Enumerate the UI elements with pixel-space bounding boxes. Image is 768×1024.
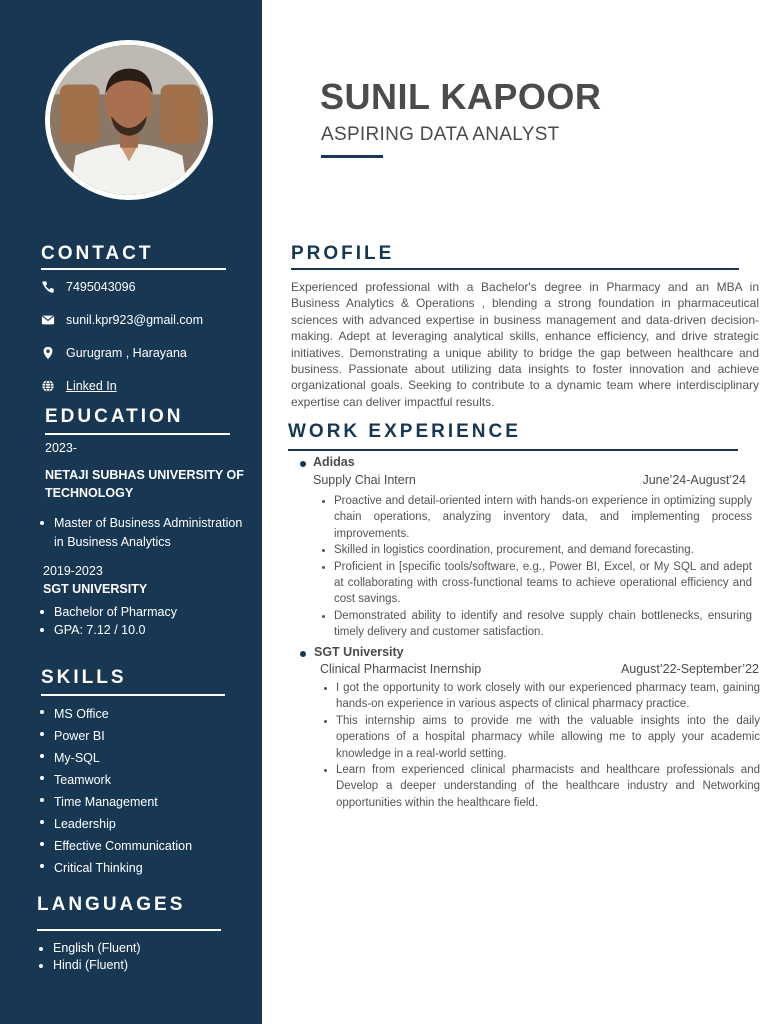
education-details [40,514,255,552]
list-item: Effective Communication [40,835,255,857]
title-divider [321,155,383,158]
list-item: Demonstrated ability to identify and resolve supply chain bottlenecks, ensuring timely delivery and customer satisfaction. [334,608,752,641]
skills-heading: SKILLS [41,667,127,688]
list-item: Master of Business Administration in Business Analytics [40,514,255,552]
profile-divider [291,268,739,270]
contact-divider [41,268,226,270]
job-bullets [336,680,760,811]
job-company: SGT University [314,645,404,659]
avatar [45,40,213,200]
education-details [40,603,255,639]
experience-heading: WORK EXPERIENCE [288,421,521,442]
experience-divider [288,449,738,451]
contact-location [40,345,187,361]
job-title: ASPIRING DATA ANALYST [321,124,560,145]
list-item: I got the opportunity to work closely with our experienced pharmacy team, gaining hands-on experience in various aspects of clinical pharmacy practice. [336,680,760,713]
list-item: Hindi (Fluent) [39,957,254,974]
list-item: This internship aims to provide me with the valuable insights into the daily operations of a hospital pharmacy while allowing me to apply your academic knowledge in a real-world setting. [336,713,760,762]
job-role: Clinical Pharmacist Inernship [320,662,482,676]
list-item: GPA: 7.12 / 10.0 [40,621,255,639]
list-item: MS Office [40,703,255,725]
list-item: Learn from experienced clinical pharmacists and healthcare professionals and Develop a deeper understanding of the healthcare industry and Networking opportunities within the healthcare field. [336,762,760,811]
profile-heading: PROFILE [291,243,395,264]
contact-email [40,312,203,328]
sidebar [0,0,262,1024]
contact-linkedin [40,378,117,394]
job-role: Supply Chai Intern [313,473,416,487]
phone-icon [40,279,56,295]
languages-heading: LANGUAGES [37,894,186,915]
bullet-dot [300,461,306,467]
list-item: Proficient in [specific tools/software, e.g., Power BI, Excel, or My SQL and adept at collaborating with cross-functional teams to achieve operational efficiency and cost savings. [334,559,752,608]
education-school: SGT UNIVERSITY [43,582,148,596]
phone-number: 7495043096 [66,280,136,294]
contact-phone [40,279,136,295]
list-item: Time Management [40,791,255,813]
email-address[interactable]: sunil.kpr923@gmail.com [66,313,204,327]
list-item: Skilled in logistics coordination, procurement, and demand forecasting. [334,542,752,558]
list-item: Bachelor of Pharmacy [40,603,255,621]
skills-list [40,703,255,879]
contact-heading: CONTACT [41,243,154,264]
list-item: My-SQL [40,747,255,769]
education-heading: EDUCATION [45,406,184,427]
location-pin-icon [40,345,56,361]
list-item: Power BI [40,725,255,747]
list-item: English (Fluent) [39,940,254,957]
person-name: SUNIL KAPOOR [320,76,602,117]
profile-summary: Experienced professional with a Bachelor's degree in Pharmacy and an MBA in Business Analytics & Operations , blending a strong foundation in pharmaceutical sciences with advanced expertise in business management and data-driven decision-making. Adept at leveraging analytical skills, enhance efficiency, and drive strategic initiatives. Demonstrating a unique ability to bridge the gap between healthcare and business. Passionate about utilizing data insights to foster innovation and achieve organizational goals. Seeking to contribute to a dynamic team where interdisciplinary expertise can deliver impactful results. [291,280,759,409]
education-divider [45,433,230,435]
education-school: NETAJI SUBHAS UNIVERSITY OF TECHNOLOGY [45,468,244,500]
education-years: 2023- [45,441,77,455]
list-item: Leadership [40,813,255,835]
list-item: Critical Thinking [40,857,255,879]
location-text: Gurugram , Harayana [66,346,187,360]
mail-icon [40,312,56,328]
job-bullets [334,493,752,641]
globe-icon [40,378,56,394]
list-item: Proactive and detail-oriented intern with hands-on experience in optimizing supply chain operations, analyzing inventory data, and implementing process improvements. [334,493,752,542]
job-dates: August’22-September’22 [620,662,759,676]
profile-photo [50,45,208,195]
languages-list [39,940,254,974]
education-years: 2019-2023 [43,564,103,578]
bullet-dot [300,651,306,657]
skills-divider [41,694,225,696]
linkedin-link[interactable]: Linked In [66,379,117,393]
languages-divider [37,929,221,931]
job-company: Adidas [313,455,355,469]
list-item: Teamwork [40,769,255,791]
job-dates: June’24-August’24 [642,473,746,487]
